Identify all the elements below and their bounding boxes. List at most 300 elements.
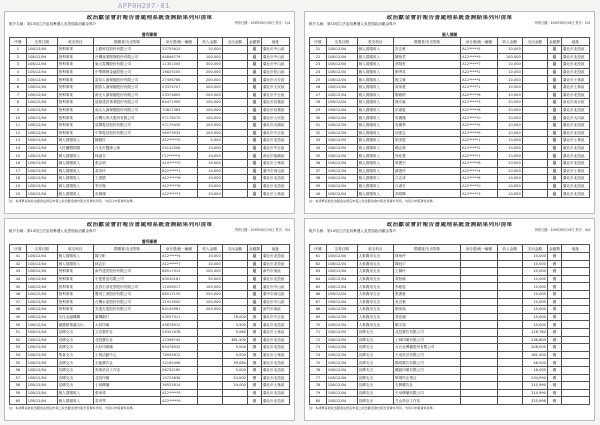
cell-tick: 是 bbox=[247, 83, 261, 91]
cell-addr: 臺北市北投區 bbox=[561, 68, 589, 76]
cell-addr bbox=[561, 298, 589, 306]
cell-expense bbox=[522, 159, 547, 167]
table-row bbox=[310, 106, 590, 114]
records-table bbox=[9, 37, 290, 198]
records-table bbox=[309, 244, 590, 405]
cell-no: 10 bbox=[10, 114, 27, 122]
cell-income: 10,000 bbox=[497, 76, 522, 84]
column-header: 地址 bbox=[561, 245, 589, 253]
column-header: 收入金額 bbox=[197, 245, 222, 253]
cell-subject: 個人捐贈收入 bbox=[57, 182, 93, 190]
table-row bbox=[10, 46, 290, 54]
cell-income bbox=[197, 366, 222, 374]
cell-income bbox=[497, 366, 522, 374]
cell-income: 100,000 bbox=[497, 53, 522, 61]
column-header: 捐贈者/支出對象 bbox=[393, 245, 460, 253]
cell-tick: 是 bbox=[247, 253, 261, 261]
cell-tick: 是 bbox=[547, 175, 561, 183]
table-row bbox=[10, 382, 290, 390]
cell-no: 14 bbox=[10, 144, 27, 152]
cell-date: 108/12/04 bbox=[26, 290, 57, 298]
cell-id: 11301005 bbox=[161, 61, 197, 69]
cell-tick: 否 bbox=[247, 344, 261, 352]
cell-subject: 營利事業 bbox=[57, 290, 93, 298]
cell-name: 林淑芬 bbox=[93, 152, 160, 160]
table-row bbox=[10, 313, 290, 321]
cell-no: 74 bbox=[310, 351, 327, 359]
cell-name: 唭哩岸企業社 bbox=[393, 374, 460, 382]
cell-income bbox=[197, 397, 222, 405]
cell-addr: 臺北市大同區 bbox=[561, 114, 589, 122]
cell-tick: 否 bbox=[547, 336, 561, 344]
cell-income: 10,000 bbox=[497, 83, 522, 91]
cell-addr: 臺北市士林區 bbox=[261, 351, 289, 359]
cell-tick: 否 bbox=[547, 344, 561, 352]
column-header: 收入金額 bbox=[497, 245, 522, 253]
cell-no: 42 bbox=[10, 260, 27, 268]
cell-name: 林怡伶 bbox=[393, 253, 460, 261]
cell-date: 108/12/04 bbox=[26, 91, 57, 99]
cell-addr bbox=[561, 253, 589, 261]
column-header: 交易日期 bbox=[326, 38, 357, 46]
cell-no: 72 bbox=[310, 336, 327, 344]
cell-no: 12 bbox=[10, 129, 27, 137]
cell-name: 賴志偉 bbox=[393, 144, 460, 152]
column-header: 交易日期 bbox=[26, 38, 57, 46]
cell-income bbox=[197, 389, 222, 397]
cell-tick: 是 bbox=[247, 121, 261, 129]
table-row bbox=[310, 46, 590, 54]
cell-no: 22 bbox=[310, 53, 327, 61]
table-row bbox=[310, 190, 590, 198]
cell-income: 30,000 bbox=[197, 275, 222, 283]
column-header: 金錢類 bbox=[249, 39, 260, 44]
cell-id: A12*****3 bbox=[461, 190, 497, 198]
sheet-title: 政治獻金會計報告書處理系統查詢結果列印清單 bbox=[86, 222, 213, 228]
cell-date: 108/12/04 bbox=[26, 129, 57, 137]
account-name: 帳戶名稱：第10屆立法委員參選人吳思瑤政治獻金專戶 bbox=[9, 22, 97, 26]
cell-name: 陳冠宇 bbox=[393, 260, 460, 268]
cell-addr bbox=[561, 351, 589, 359]
cell-date: 108/12/04 bbox=[26, 351, 57, 359]
cell-subject: 營利事業 bbox=[57, 121, 93, 129]
cell-income: 100,000 bbox=[197, 53, 222, 61]
cell-expense bbox=[222, 61, 247, 69]
cell-date: 108/12/04 bbox=[26, 397, 57, 405]
cell-no: 29 bbox=[310, 106, 327, 114]
cell-tick: 是 bbox=[547, 152, 561, 160]
table-row bbox=[10, 275, 290, 283]
cell-income bbox=[497, 306, 522, 314]
cell-subject: 人事費用支出 bbox=[357, 290, 393, 298]
cell-name: 王佩玲 bbox=[393, 268, 460, 276]
cell-income bbox=[497, 290, 522, 298]
table-row bbox=[310, 114, 590, 122]
cell-date: 108/12/04 bbox=[326, 298, 357, 306]
cell-tick: 否 bbox=[547, 253, 561, 261]
table-row bbox=[10, 83, 290, 91]
cell-addr: 臺北市北投區 bbox=[261, 175, 289, 183]
cell-date: 108/12/04 bbox=[326, 397, 357, 405]
cell-expense bbox=[222, 91, 247, 99]
sheet-meta bbox=[309, 22, 590, 32]
cell-subject: 宣傳支出 bbox=[57, 328, 93, 336]
cell-expense bbox=[222, 275, 247, 283]
table-row bbox=[10, 114, 290, 122]
table-row bbox=[10, 137, 290, 145]
cell-no: 46 bbox=[10, 290, 27, 298]
cell-income: 10,000 bbox=[197, 46, 222, 54]
cell-addr: 臺北市北投區 bbox=[261, 366, 289, 374]
cell-date: 108/12/04 bbox=[26, 382, 57, 390]
cell-expense bbox=[522, 53, 547, 61]
cell-subject: 個人捐贈收入 bbox=[57, 159, 93, 167]
cell-income bbox=[497, 283, 522, 291]
cell-tick: 是 bbox=[247, 61, 261, 69]
cell-no: 66 bbox=[310, 290, 327, 298]
page-info: 列印日期：109年05月19日 頁次：4/4 bbox=[534, 228, 590, 232]
cell-addr: 新竹市東區 bbox=[261, 268, 289, 276]
cell-tick: 否 bbox=[247, 389, 261, 397]
cell-addr: 臺北市北投區 bbox=[261, 389, 289, 397]
cell-expense: 78,000 bbox=[222, 313, 247, 321]
cell-expense bbox=[222, 144, 247, 152]
cell-subject: 人民團體捐贈 bbox=[57, 144, 93, 152]
cell-income bbox=[197, 336, 222, 344]
cell-subject: 個人捐贈收入 bbox=[57, 167, 93, 175]
cell-subject: 個人捐贈收入 bbox=[357, 53, 393, 61]
cell-no: 80 bbox=[310, 397, 327, 405]
cell-addr: 新北市板橋區 bbox=[261, 152, 289, 160]
cell-expense bbox=[522, 137, 547, 145]
cell-no: 17 bbox=[10, 167, 27, 175]
cell-no: 58 bbox=[10, 382, 27, 390]
account-name: 帳戶名稱：第10屆立法委員參選人吳思瑤政治獻金專戶 bbox=[309, 22, 397, 26]
cell-addr: 臺北市北投區 bbox=[261, 344, 289, 352]
table-row bbox=[310, 152, 590, 160]
cell-income: 10,000 bbox=[497, 61, 522, 69]
cell-no: 45 bbox=[10, 283, 27, 291]
cell-date: 108/12/04 bbox=[26, 374, 57, 382]
cell-income bbox=[497, 382, 522, 390]
cell-tick: 否 bbox=[547, 283, 561, 291]
column-header: 序號 bbox=[10, 38, 27, 46]
cell-subject: 宣傳支出 bbox=[57, 344, 93, 352]
cell-expense: 24,000 bbox=[222, 382, 247, 390]
cell-tick: 是 bbox=[547, 99, 561, 107]
cell-no: 44 bbox=[10, 275, 27, 283]
cell-subject: 營利事業 bbox=[57, 298, 93, 306]
column-header: 身分證/統一編號 bbox=[161, 38, 197, 46]
cell-no: 70 bbox=[310, 321, 327, 329]
cell-expense: 10,000 bbox=[522, 290, 547, 298]
cell-date: 108/12/04 bbox=[326, 68, 357, 76]
cell-name: 張志明 bbox=[93, 159, 160, 167]
cell-date: 108/12/04 bbox=[26, 76, 57, 84]
cell-tick: 是 bbox=[547, 106, 561, 114]
cell-date: 108/12/04 bbox=[26, 137, 57, 145]
cell-expense: 10,000 bbox=[522, 275, 547, 283]
table-row bbox=[10, 152, 290, 160]
report-sheet bbox=[304, 218, 595, 421]
document-stamp: APP0H207-01 bbox=[118, 2, 170, 10]
cell-date: 108/12/04 bbox=[26, 359, 57, 367]
page-info: 列印日期：109年05月19日 頁次：3/4 bbox=[234, 228, 290, 232]
cell-addr: 臺中市西屯區 bbox=[261, 290, 289, 298]
cell-name: 周家豪 bbox=[393, 83, 460, 91]
cell-income: 10,000 bbox=[497, 68, 522, 76]
cell-no: 73 bbox=[310, 344, 327, 352]
table-row bbox=[310, 137, 590, 145]
cell-name: 台灣產業開發股份有限公司 bbox=[93, 53, 160, 61]
cell-subject: 個人捐贈收入 bbox=[57, 175, 93, 183]
cell-no: 36 bbox=[310, 159, 327, 167]
cell-date: 108/12/04 bbox=[26, 167, 57, 175]
cell-addr: 臺北市北投區 bbox=[261, 253, 289, 261]
cell-subject: 個人捐贈收入 bbox=[357, 83, 393, 91]
cell-addr: 臺北市士林區 bbox=[261, 328, 289, 336]
cell-date: 108/12/04 bbox=[26, 83, 57, 91]
table-row bbox=[10, 190, 290, 198]
cell-income: 10,000 bbox=[497, 121, 522, 129]
cell-name: 謝宗霖 bbox=[393, 99, 460, 107]
cell-id: A22*****5 bbox=[461, 121, 497, 129]
table-row bbox=[310, 374, 590, 382]
cell-income: 10,000 bbox=[197, 159, 222, 167]
cell-no: 21 bbox=[310, 46, 327, 54]
cell-tick: 否 bbox=[247, 313, 261, 321]
cell-date: 108/12/04 bbox=[326, 351, 357, 359]
cell-addr: 臺北市大安區 bbox=[261, 76, 289, 84]
cell-no: 64 bbox=[310, 275, 327, 283]
cell-tick: 是 bbox=[247, 91, 261, 99]
cell-addr: 臺北市北投區 bbox=[561, 175, 589, 183]
cell-id: A10*****2 bbox=[161, 159, 197, 167]
cell-subject: 競選辦事處支出 bbox=[57, 321, 93, 329]
cell-date: 108/12/04 bbox=[326, 382, 357, 390]
cell-subject: 集會支出 bbox=[57, 351, 93, 359]
cell-no: 51 bbox=[10, 328, 27, 336]
cell-subject: 個人捐贈收入 bbox=[357, 144, 393, 152]
cell-tick: 否 bbox=[547, 351, 561, 359]
cell-tick: 否 bbox=[247, 351, 261, 359]
column-header: 地址 bbox=[261, 38, 289, 46]
cell-income: 250,000 bbox=[197, 290, 222, 298]
table-row bbox=[310, 260, 590, 268]
cell-income: 10,000 bbox=[197, 253, 222, 261]
cell-date: 108/12/04 bbox=[326, 99, 357, 107]
table-row bbox=[310, 99, 590, 107]
cell-id: A12*****2 bbox=[461, 144, 497, 152]
cell-addr: 臺北市北投區 bbox=[561, 182, 589, 190]
cell-addr bbox=[561, 366, 589, 374]
cell-date: 108/12/04 bbox=[326, 46, 357, 54]
cell-id: 86517155 bbox=[161, 290, 197, 298]
cell-name: 黃美玲 bbox=[93, 167, 160, 175]
cell-date: 108/12/04 bbox=[26, 68, 57, 76]
cell-name: 劉秀英 bbox=[393, 68, 460, 76]
cell-no: 39 bbox=[310, 182, 327, 190]
cell-no: 34 bbox=[310, 144, 327, 152]
cell-subject: 人事費用支出 bbox=[357, 260, 393, 268]
cell-id bbox=[461, 313, 497, 321]
cell-tick: 是 bbox=[247, 283, 261, 291]
cell-tick: 否 bbox=[247, 359, 261, 367]
cell-addr bbox=[561, 268, 589, 276]
table-row bbox=[10, 61, 290, 69]
cell-no: 6 bbox=[10, 83, 27, 91]
cell-addr: 新北市淡水區 bbox=[561, 99, 589, 107]
cell-expense bbox=[222, 175, 247, 183]
cell-income: 10,000 bbox=[497, 46, 522, 54]
cell-id: 11058917 bbox=[161, 283, 197, 291]
cell-id: 97176270 bbox=[161, 114, 197, 122]
cell-id: 32165498 bbox=[161, 359, 197, 367]
cell-income bbox=[497, 374, 522, 382]
table-row bbox=[10, 253, 290, 261]
table-row bbox=[310, 351, 590, 359]
table-row bbox=[310, 268, 590, 276]
cell-name: 高明輝 bbox=[393, 190, 460, 198]
cell-addr: 臺北市士林區 bbox=[561, 83, 589, 91]
cell-addr bbox=[561, 313, 589, 321]
cell-addr: 新竹市東區 bbox=[261, 306, 289, 314]
cell-no: 61 bbox=[310, 253, 327, 261]
column-header: 支出金額 bbox=[222, 38, 247, 46]
cell-date: 108/12/04 bbox=[26, 283, 57, 291]
table-row bbox=[310, 366, 590, 374]
footnote: 註：本清單係依政治獻金法規定申報之政治獻金會計報告書資料列印，內容以申報資料為準。 bbox=[309, 199, 436, 204]
cell-id: 12398745 bbox=[161, 336, 197, 344]
cell-no: 35 bbox=[310, 152, 327, 160]
cell-expense bbox=[222, 167, 247, 175]
table-row bbox=[10, 76, 290, 84]
cell-date: 108/12/04 bbox=[326, 114, 357, 122]
cell-name: 台灣水泥股份有限公司 bbox=[93, 298, 160, 306]
cell-addr bbox=[561, 290, 589, 298]
cell-income: 10,000 bbox=[197, 175, 222, 183]
cell-id bbox=[461, 275, 497, 283]
cell-tick: 是 bbox=[547, 129, 561, 137]
table-row bbox=[10, 328, 290, 336]
cell-no: 75 bbox=[310, 359, 327, 367]
cell-expense bbox=[222, 114, 247, 122]
sheet-meta bbox=[309, 229, 590, 239]
cell-subject: 個人捐贈收入 bbox=[357, 167, 393, 175]
cell-date: 108/12/04 bbox=[326, 290, 357, 298]
cell-income: 300,000 bbox=[197, 61, 222, 69]
cell-expense bbox=[222, 253, 247, 261]
cell-name: 關渡印刷有限公司 bbox=[393, 366, 460, 374]
cell-expense: 126,760 bbox=[522, 328, 547, 336]
cell-income: 10,000 bbox=[197, 190, 222, 198]
section-label: 個人捐贈 bbox=[441, 32, 458, 37]
cell-income: 10,000 bbox=[497, 99, 522, 107]
table-row bbox=[10, 91, 290, 99]
table-header-row bbox=[310, 38, 590, 46]
cell-income: 10,000 bbox=[197, 144, 222, 152]
column-header: 地址 bbox=[261, 245, 289, 253]
cell-no: 47 bbox=[10, 298, 27, 306]
cell-subject: 個人捐贈收入 bbox=[57, 253, 93, 261]
cell-subject: 個人捐贈收入 bbox=[357, 99, 393, 107]
cell-income: 10,000 bbox=[497, 91, 522, 99]
cell-tick: 否 bbox=[247, 382, 261, 390]
cell-date: 108/12/04 bbox=[26, 321, 57, 329]
cell-subject: 人事費用支出 bbox=[357, 268, 393, 276]
cell-no: 25 bbox=[310, 76, 327, 84]
cell-subject: 個人捐贈收入 bbox=[357, 91, 393, 99]
cell-no: 1 bbox=[10, 46, 27, 54]
cell-expense bbox=[522, 190, 547, 198]
cell-expense bbox=[222, 260, 247, 268]
table-row bbox=[310, 83, 590, 91]
table-row bbox=[310, 283, 590, 291]
cell-no: 78 bbox=[310, 382, 327, 390]
table-row bbox=[310, 382, 590, 390]
cell-addr: 臺北市北投區 bbox=[561, 91, 589, 99]
cell-expense bbox=[522, 99, 547, 107]
cell-date: 108/12/04 bbox=[326, 328, 357, 336]
column-header: 收入金額 bbox=[497, 38, 522, 46]
cell-income: 10,000 bbox=[497, 175, 522, 183]
table-header-row bbox=[10, 245, 290, 253]
cell-subject: 個人捐贈收入 bbox=[357, 129, 393, 137]
cell-name: 寶成工業股份有限公司 bbox=[93, 290, 160, 298]
cell-name: 臺灣銀行 bbox=[93, 313, 160, 321]
cell-expense: 46,500 bbox=[522, 359, 547, 367]
table-row bbox=[10, 366, 290, 374]
cell-addr: 臺北市北投區 bbox=[561, 190, 589, 198]
table-row bbox=[10, 290, 290, 298]
table-row bbox=[10, 99, 290, 107]
cell-expense bbox=[522, 175, 547, 183]
cell-no: 28 bbox=[310, 99, 327, 107]
cell-name: 友達光電股份有限公司 bbox=[93, 306, 160, 314]
cell-date: 108/12/04 bbox=[26, 61, 57, 69]
table-row bbox=[10, 298, 290, 306]
cell-date: 108/12/04 bbox=[26, 366, 57, 374]
cell-expense: 182,400 bbox=[522, 351, 547, 359]
cell-date: 108/12/04 bbox=[326, 313, 357, 321]
cell-tick: 是 bbox=[247, 182, 261, 190]
cell-subject: 營利事業 bbox=[57, 306, 93, 314]
cell-subject: 營利事業 bbox=[57, 91, 93, 99]
cell-name: 張家瑋 bbox=[93, 389, 160, 397]
cell-date: 108/12/04 bbox=[326, 268, 357, 276]
cell-expense bbox=[522, 167, 547, 175]
cell-tick: 是 bbox=[247, 106, 261, 114]
cell-no: 15 bbox=[10, 152, 27, 160]
cell-id: A12*****6 bbox=[461, 159, 497, 167]
cell-addr: 臺北市北投區 bbox=[261, 374, 289, 382]
cell-expense bbox=[222, 190, 247, 198]
table-row bbox=[10, 374, 290, 382]
cell-income bbox=[497, 336, 522, 344]
cell-id bbox=[461, 283, 497, 291]
cell-no: 57 bbox=[10, 374, 27, 382]
cell-addr: 臺北市士林區 bbox=[261, 382, 289, 390]
table-row bbox=[10, 159, 290, 167]
report-sheet bbox=[304, 11, 595, 214]
cell-tick: 是 bbox=[247, 190, 261, 198]
cell-id: A22*****0 bbox=[461, 182, 497, 190]
column-header: 收支科目 bbox=[357, 38, 393, 46]
cell-subject: 營利事業 bbox=[57, 129, 93, 137]
cell-income: 10,000 bbox=[497, 190, 522, 198]
cell-date: 108/12/04 bbox=[326, 389, 357, 397]
cell-tick: 是 bbox=[547, 167, 561, 175]
